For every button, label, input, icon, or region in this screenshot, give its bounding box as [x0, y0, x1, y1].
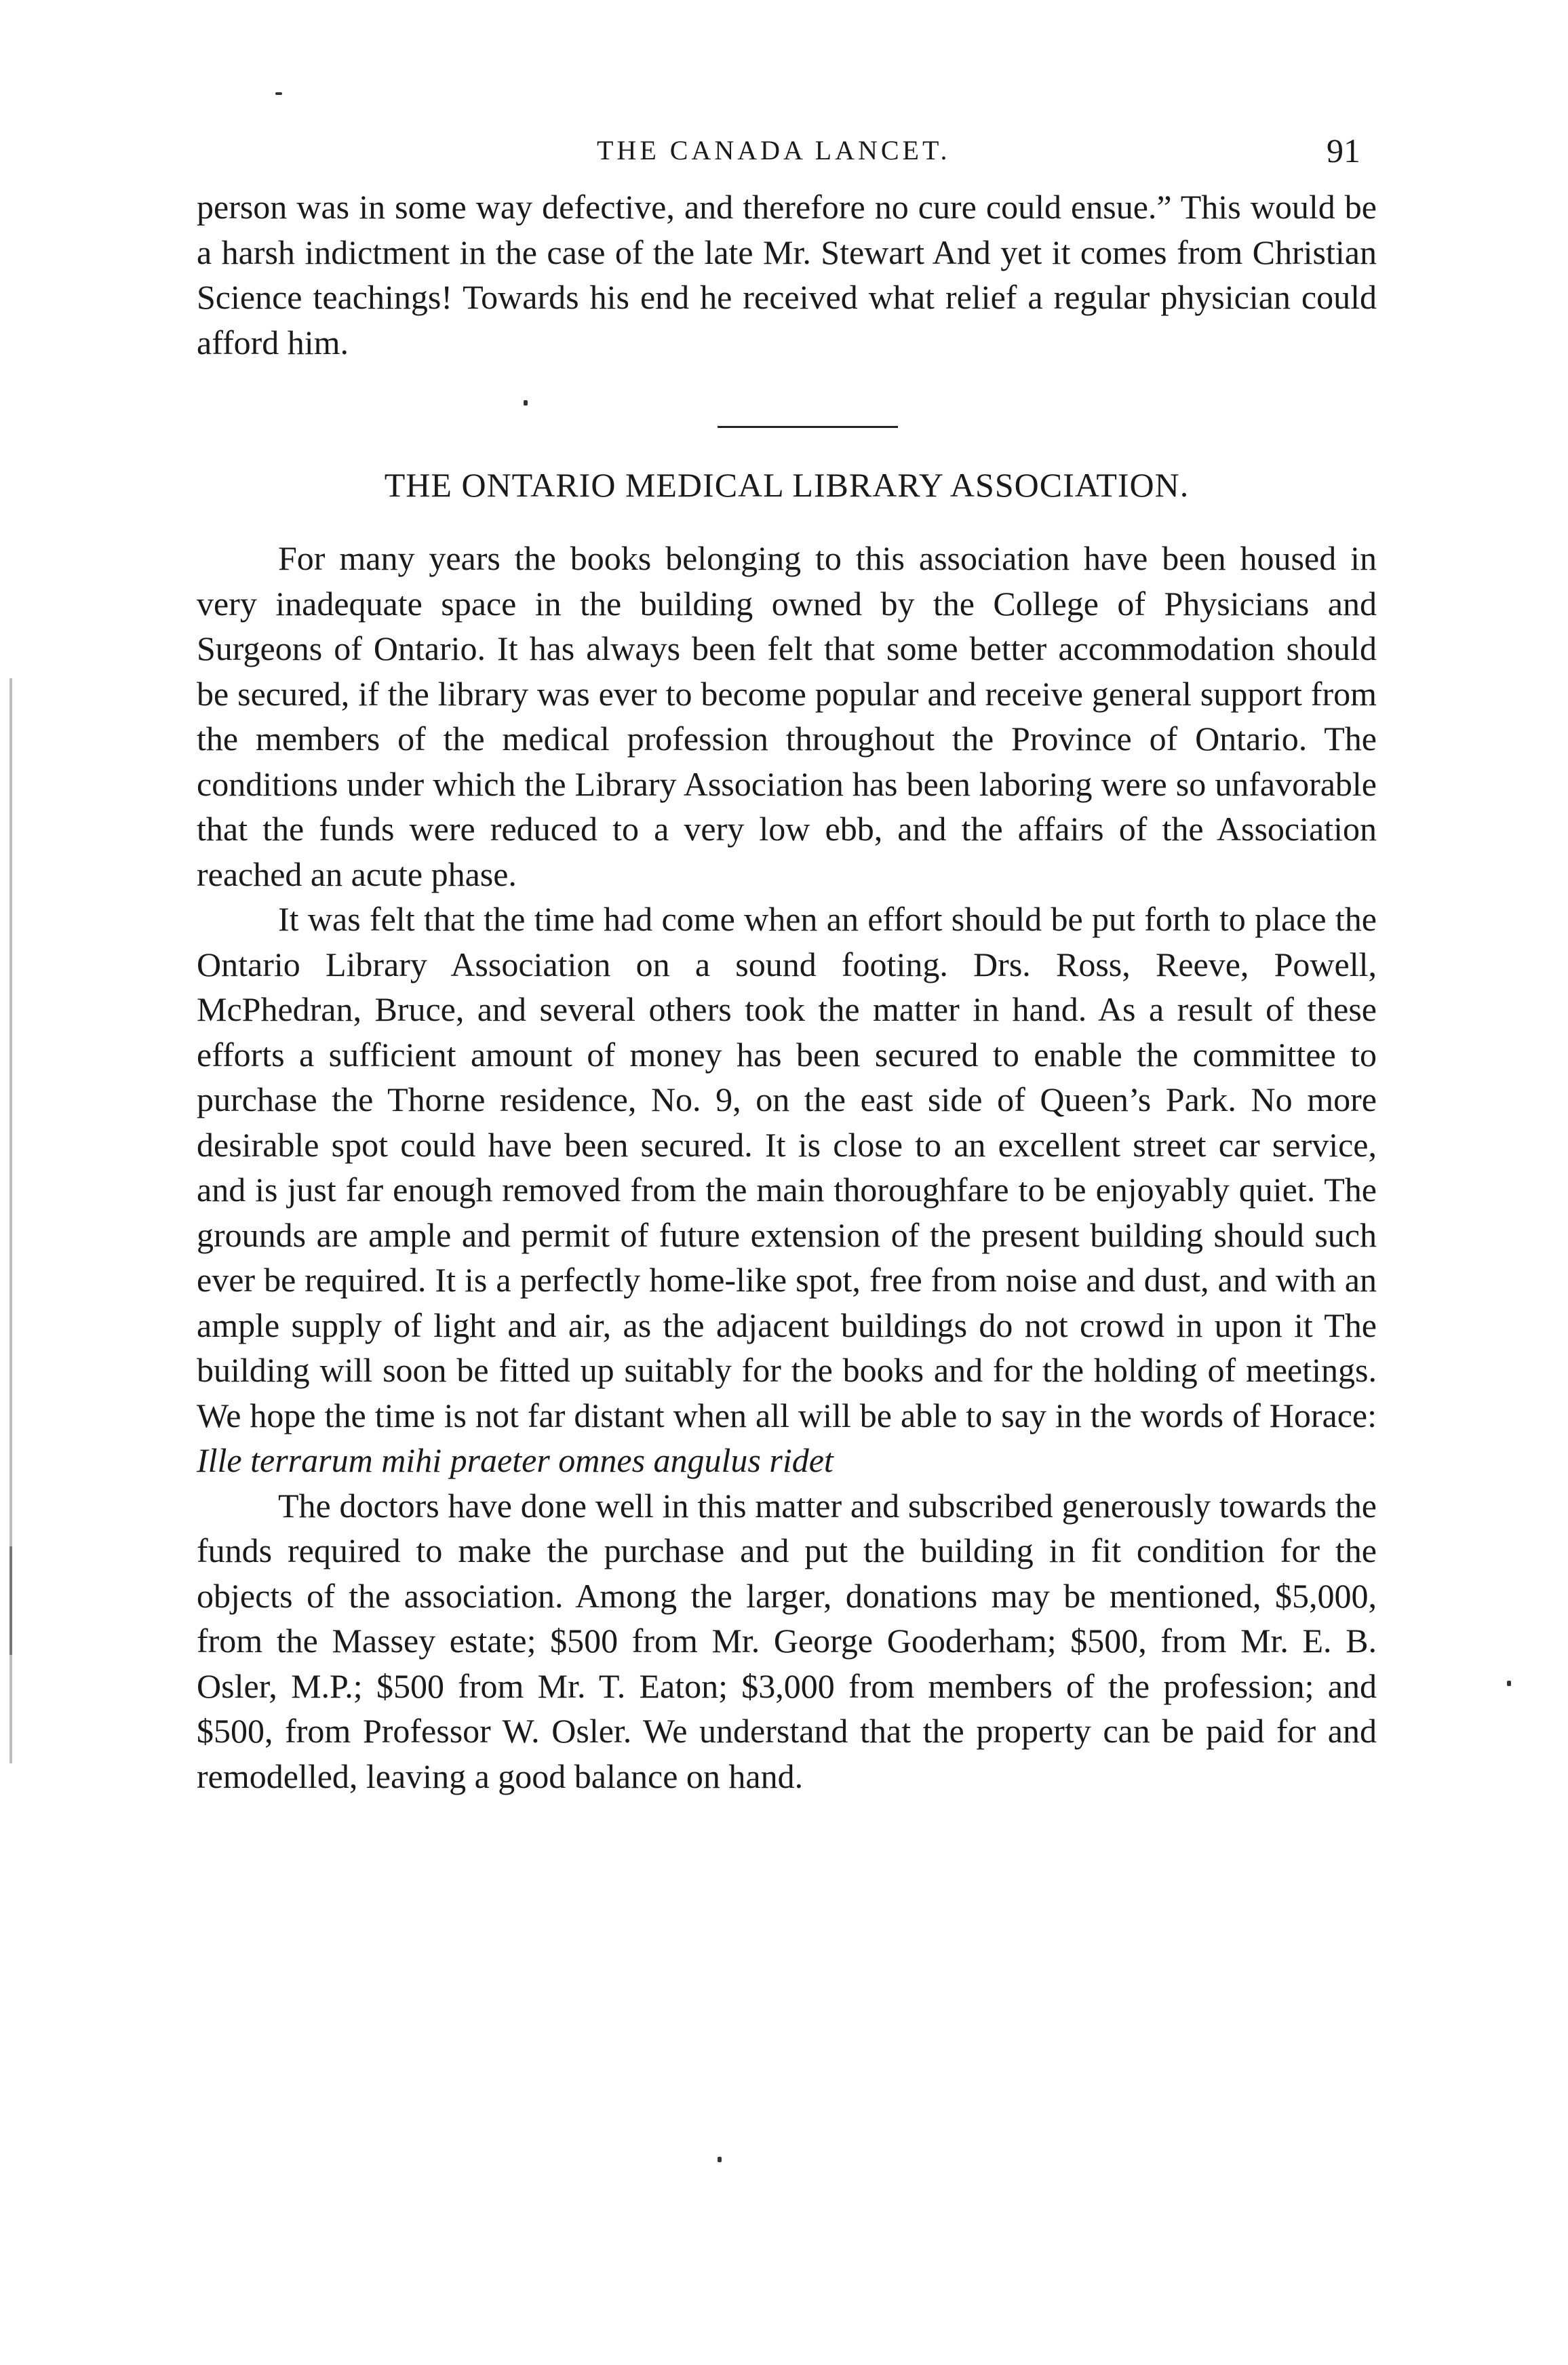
- article-title: THE ONTARIO MEDICAL LIBRARY ASSOCIATION.: [384, 466, 1190, 504]
- article-body: [197, 536, 1377, 1799]
- intro-paragraph: person was in some way defective, and therefore no cure could ensue.” This would be a harsh indictment in the case of the late Mr. Stewart And yet it comes from Christian Science teachings! Towards his end he received what relief a regular physician could afford him.: [197, 188, 1377, 361]
- margin-speckle: [9, 1546, 12, 1655]
- horace-quote: Ille terrarum mihi praeter omnes angulus ridet: [197, 1441, 834, 1479]
- running-head: [0, 130, 1568, 178]
- print-speck: [275, 92, 282, 95]
- article-paragraph-3: The doctors have done well in this matter and subscribed generously towards the funds required to make the purchase and put the building in fit condition for the objects of the association. Among the larger, donations may be mentioned, $5,000, from the Massey estate; $500 from Mr. George Gooderham; $500, from Mr. E. B. Osler, M.P.; $500 from Mr. T. Eaton; $3,000 from members of the profession; and $500, from Professor W. Osler. We understand that the property can be paid for and remodelled, leaving a good balance on hand.: [197, 1486, 1377, 1795]
- article-paragraph-1: For many years the books belonging to this association have been housed in very inadequate space in the building owned by the College of Physicians and Surgeons of Ontario. It has always been felt that some better accommodation should be secured, if the library was ever to become popular and receive general support from the members of the medical profession throughout the Province of Ontario. The conditions under which the Library Association has been laboring were so unfavorable that the funds were reduced to a very low ebb, and the affairs of the Association reached an acute phase.: [197, 539, 1377, 893]
- page-number: 91: [1327, 132, 1360, 170]
- article-paragraph-2: [197, 897, 1377, 1483]
- print-speck: [1507, 1681, 1511, 1686]
- journal-name: THE CANADA LANCET.: [597, 135, 951, 165]
- print-speck: [524, 400, 528, 406]
- paragraph-2-text: It was felt that the time had come when an effort should be put forth to place the Ontario Library Association on a sound footing. Drs. Ross, Reeve, Powell, McPhedran, Bruce, and several others took the matter in hand. As a result of these efforts a sufficient amount of money has been secured to enable the committee to purchase the Thorne residence, No. 9, on the east side of Queen’s Park. No more desirable spot could have been secured. It is close to an excellent street car service, and is just far enough removed from the main thoroughfare to be enjoyably quiet. The grounds are ample and permit of future extension of the present building should such ever be required. It is a perfectly home-like spot, free from noise and dust, and with an ample supply of light and air, as the adjacent buildings do not crowd in upon it The building will soon be fitted up suitably for the books and for the holding of meetings. We hope the time is not far distant when all will be able to say in the words of Horace:: [197, 900, 1377, 1434]
- intro-paragraph-block: [197, 184, 1377, 365]
- section-divider-rule: [718, 426, 898, 428]
- print-speck: [718, 2157, 722, 2162]
